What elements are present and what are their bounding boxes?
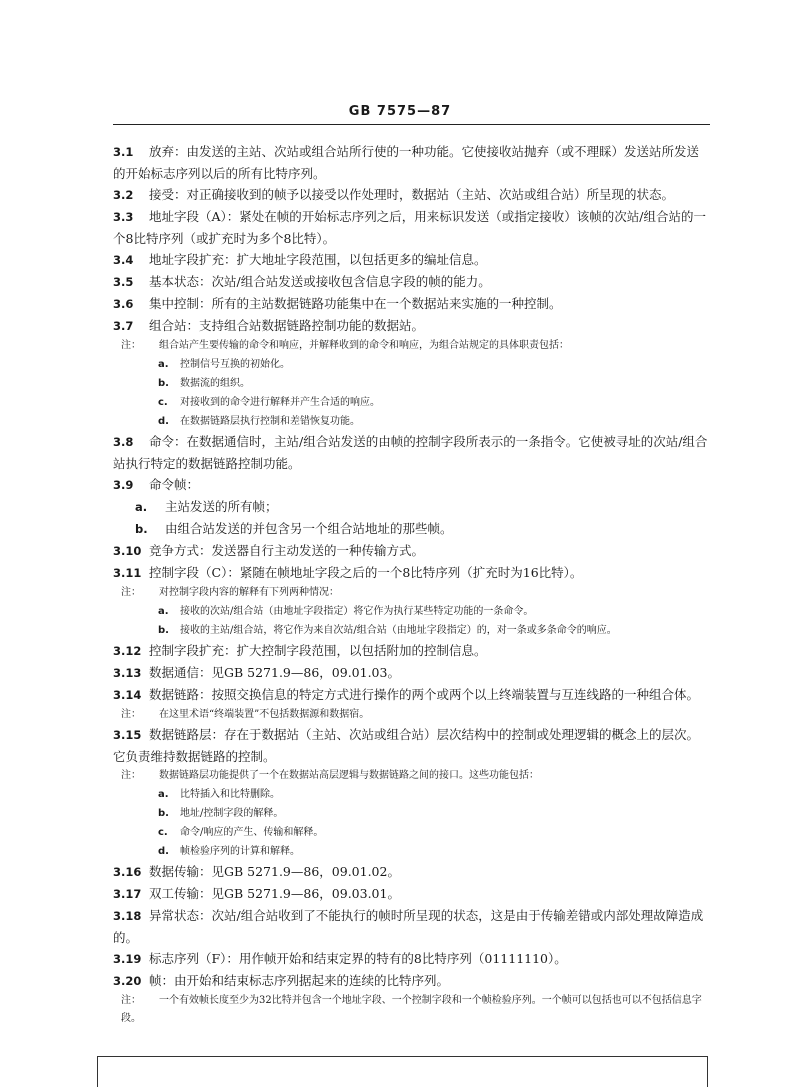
note-item: [158, 842, 710, 861]
entry-text: 数据通信：见GB 5271.9—86，09.01.03。: [149, 665, 400, 680]
item-letter: c.: [158, 827, 168, 838]
item-letter: a.: [158, 789, 169, 800]
note-item: [158, 374, 710, 393]
entry-3-2: [113, 184, 710, 206]
list-item: [135, 496, 710, 518]
note-3-20: [121, 992, 710, 1028]
item-text: 接收的主站/组合站，将它作为来自次站/组合站（由地址字段指定）的，对一条或多条命令的响应。: [180, 625, 617, 636]
entry-number: 3.12: [113, 644, 142, 658]
entry-3-17: [113, 883, 710, 905]
note-text: 一个有效帧长度至少为32比特并包含一个地址字段、一个控制字段和一个帧检验序列。一个帧可以包括也可以不包括信息字段。: [121, 995, 702, 1024]
note-item: [158, 823, 710, 842]
entry-text: 控制字段扩充：扩大控制字段范围，以包括附加的控制信息。: [149, 643, 487, 658]
entry-number: 3.18: [113, 909, 142, 923]
entry-text: 命令：在数据通信时，主站/组合站发送的由帧的控制字段所表示的一条指令。它使被寻址的次站/组合站执行特定的数据链路控制功能。: [113, 434, 708, 471]
entry-3-15: [113, 724, 710, 767]
entry-text: 控制字段（C）：紧随在帧地址字段之后的一个8比特序列（扩充时为16比特）。: [149, 565, 583, 580]
entry-text: 命令帧：: [149, 477, 200, 492]
note-label: 注：: [121, 995, 141, 1006]
note-item: [158, 355, 710, 374]
item-text: 接收的次站/组合站（由地址字段指定）将它作为执行某些特定功能的一条命令。: [180, 606, 534, 617]
note-label: 注：: [121, 709, 141, 720]
entry-number: 3.13: [113, 666, 142, 680]
item-text: 由组合站发送的并包含另一个组合站地址的那些帧。: [165, 521, 453, 536]
note-label: 注：: [121, 770, 141, 781]
standard-code-header: GB 7575—87: [348, 104, 452, 119]
entry-3-7: [113, 315, 710, 337]
entry-text: 双工传输：见GB 5271.9—86，09.03.01。: [149, 886, 400, 901]
note-text: 数据链路层功能提供了一个在数据站高层逻辑与数据链路之间的接口。这些功能包括：: [159, 770, 539, 781]
entry-number: 3.9: [113, 478, 134, 492]
entry-3-3: [113, 206, 710, 249]
entry-3-1: [113, 141, 710, 184]
definitions-body: [113, 141, 710, 1028]
entry-3-16: [113, 861, 710, 883]
entry-3-6: [113, 293, 710, 315]
entry-text: 地址字段扩充：扩大地址字段范围，以包括更多的编址信息。: [149, 252, 487, 267]
item-letter: b.: [158, 378, 169, 389]
note-item: [158, 621, 710, 640]
entry-number: 3.14: [113, 688, 142, 702]
entry-number: 3.4: [113, 253, 134, 267]
entry-3-13: [113, 662, 710, 684]
entry-text: 基本状态：次站/组合站发送或接收包含信息字段的帧的能力。: [149, 274, 491, 289]
item-text: 对接收到的命令进行解释并产生合适的响应。: [180, 397, 380, 408]
entry-number: 3.17: [113, 887, 142, 901]
entry-3-9: [113, 474, 710, 496]
note-3-7: [121, 337, 710, 355]
item-text: 比特插入和比特删除。: [180, 789, 280, 800]
entry-number: 3.3: [113, 210, 134, 224]
note-item: [158, 412, 710, 431]
entry-text: 地址字段（A）：紧处在帧的开始标志序列之后，用来标识发送（或指定接收）该帧的次站/组合站的一个8比特序列（或扩充时为多个8比特）。: [113, 209, 706, 246]
entry-number: 3.7: [113, 319, 134, 333]
item-letter: b.: [158, 625, 169, 636]
entry-number: 3.1: [113, 145, 134, 159]
entry-3-4: [113, 249, 710, 271]
entry-text: 集中控制：所有的主站数据链路功能集中在一个数据站来实施的一种控制。: [149, 296, 562, 311]
entry-number: 3.15: [113, 728, 142, 742]
item-letter: a.: [158, 606, 169, 617]
item-letter: a.: [135, 500, 148, 514]
note-item: [158, 785, 710, 804]
note-item: [158, 393, 710, 412]
entry-number: 3.2: [113, 188, 134, 202]
entry-text: 数据传输：见GB 5271.9—86，09.01.02。: [149, 864, 400, 879]
entry-text: 标志序列（F）：用作帧开始和结束定界的特有的8比特序列（01111110）。: [149, 951, 567, 966]
item-text: 数据流的组织。: [180, 378, 250, 389]
footer-frame: [97, 1056, 708, 1087]
entry-number: 3.16: [113, 865, 142, 879]
entry-3-18: [113, 905, 710, 948]
note-text: 对控制字段内容的解释有下列两种情况：: [159, 587, 339, 598]
entry-3-12: [113, 640, 710, 662]
note-item: [158, 804, 710, 823]
entry-text: 组合站：支持组合站数据链路控制功能的数据站。: [149, 318, 425, 333]
entry-number: 3.11: [113, 566, 142, 580]
entry-number: 3.8: [113, 435, 134, 449]
entry-number: 3.5: [113, 275, 134, 289]
header-rule: [113, 124, 710, 125]
note-item: [158, 602, 710, 621]
entry-text: 接受：对正确接收到的帧予以接受以作处理时，数据站（主站、次站或组合站）所呈现的状态。: [149, 187, 675, 202]
entry-3-8: [113, 431, 710, 474]
entry-3-14: [113, 684, 710, 706]
item-text: 控制信号互换的初始化。: [180, 359, 290, 370]
entry-text: 竞争方式：发送器自行主动发送的一种传输方式。: [149, 543, 425, 558]
note-label: 注：: [121, 340, 141, 351]
entry-text: 异常状态：次站/组合站收到了不能执行的帧时所呈现的状态，这是由于传输差错或内部处理故障造成的。: [113, 908, 704, 945]
item-letter: a.: [158, 359, 169, 370]
item-text: 在数据链路层执行控制和差错恢复功能。: [180, 416, 360, 427]
item-text: 帧检验序列的计算和解释。: [180, 846, 300, 857]
entry-number: 3.6: [113, 297, 134, 311]
entry-number: 3.19: [113, 952, 142, 966]
entry-number: 3.20: [113, 974, 142, 988]
note-text: 组合站产生要传输的命令和响应，并解释收到的命令和响应，为组合站规定的具体职责包括：: [159, 340, 569, 351]
list-item: [135, 518, 710, 540]
item-text: 地址/控制字段的解释。: [180, 808, 284, 819]
entry-text: 数据链路：按照交换信息的特定方式进行操作的两个或两个以上终端装置与互连线路的一种组合体。: [149, 687, 700, 702]
note-3-14: [121, 706, 710, 724]
item-letter: b.: [135, 522, 148, 536]
note-text: 在这里术语“终端装置”不包括数据源和数据宿。: [159, 709, 370, 720]
entry-3-20: [113, 970, 710, 992]
entry-3-11: [113, 562, 710, 584]
entry-3-19: [113, 948, 710, 970]
entry-3-5: [113, 271, 710, 293]
item-letter: d.: [158, 846, 169, 857]
entry-text: 放弃：由发送的主站、次站或组合站所行使的一种功能。它使接收站抛弃（或不理睬）发送站所发送的开始标志序列以后的所有比特序列。: [113, 144, 700, 181]
item-letter: c.: [158, 397, 168, 408]
item-letter: d.: [158, 416, 169, 427]
item-letter: b.: [158, 808, 169, 819]
note-3-15: [121, 767, 710, 785]
entry-number: 3.10: [113, 544, 142, 558]
note-label: 注：: [121, 587, 141, 598]
note-3-11: [121, 584, 710, 602]
item-text: 命令/响应的产生、传输和解释。: [180, 827, 324, 838]
entry-text: 数据链路层：存在于数据站（主站、次站或组合站）层次结构中的控制或处理逻辑的概念上的层次。它负责维持数据链路的控制。: [113, 727, 700, 764]
entry-text: 帧：由开始和结束标志序列据起来的连续的比特序列。: [149, 973, 450, 988]
item-text: 主站发送的所有帧；: [165, 499, 278, 514]
entry-3-10: [113, 540, 710, 562]
